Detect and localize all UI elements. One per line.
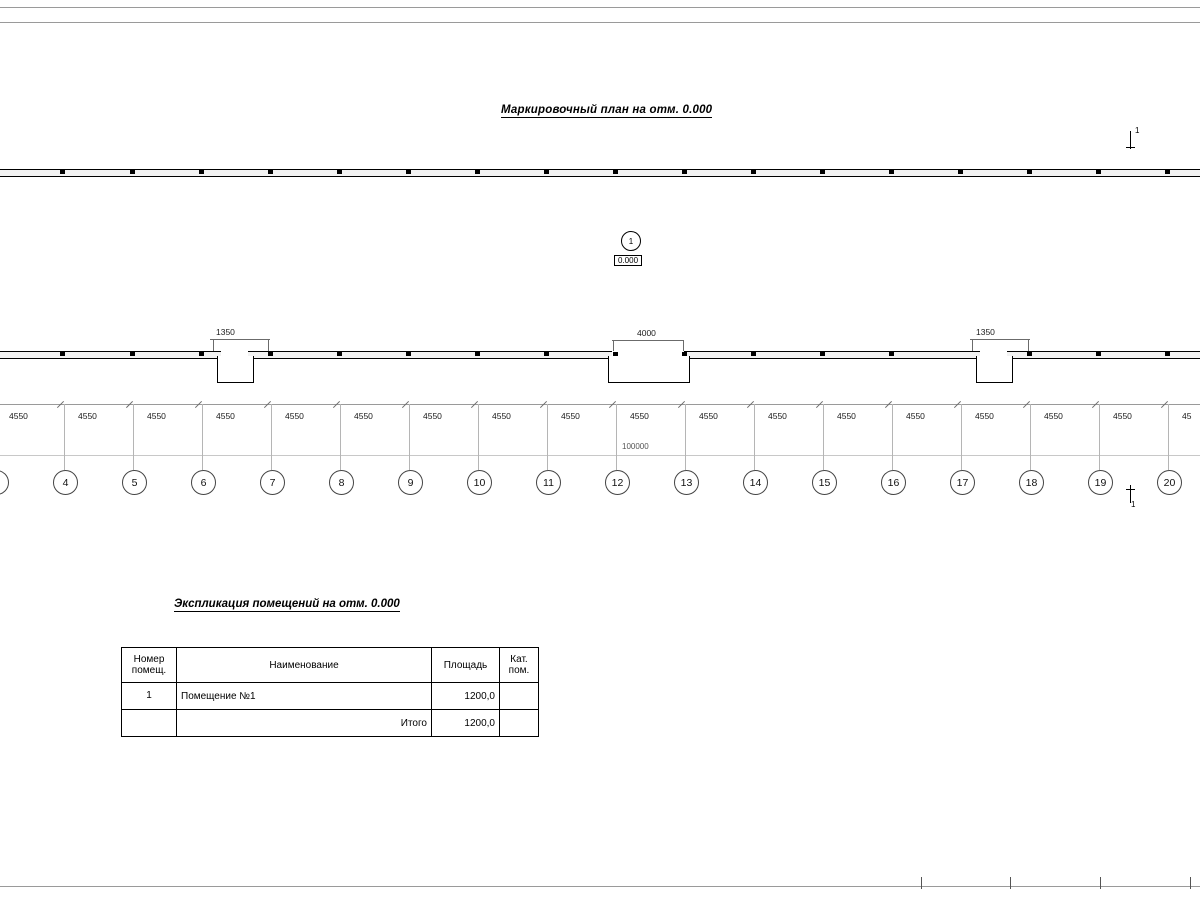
wall-south <box>0 351 1200 359</box>
axis-bubble-11: 11 <box>536 470 561 495</box>
dimension-label: 4550 <box>1044 411 1063 421</box>
wall-north-column <box>475 170 480 174</box>
axis-bubble-16: 16 <box>881 470 906 495</box>
wall-south-column <box>889 352 894 356</box>
wall-north-column <box>1027 170 1032 174</box>
axis-bubble-5: 5 <box>122 470 147 495</box>
dimension-label: 4550 <box>768 411 787 421</box>
wall-north-column <box>60 170 65 174</box>
wall-south-column <box>820 352 825 356</box>
opening-dimension-right: 1350 <box>976 327 995 337</box>
wall-north-column <box>130 170 135 174</box>
wall-south-column <box>337 352 342 356</box>
opening-dimension-left-ext <box>213 339 214 351</box>
axis-stem <box>961 404 962 470</box>
wall-north-column <box>820 170 825 174</box>
axis-bubble-4: 4 <box>53 470 78 495</box>
sheet-border-top-inner <box>0 22 1200 23</box>
overall-dimension-label: 100000 <box>622 442 649 451</box>
axis-bubble-18: 18 <box>1019 470 1044 495</box>
axis-stem <box>202 404 203 470</box>
overall-dimension-line <box>0 455 1200 456</box>
opening-dimension-right-ext <box>1028 339 1029 351</box>
section-cut-bottom-bar <box>1126 489 1135 490</box>
plan-title: Маркировочный план на отм. 0.000 <box>501 104 713 116</box>
axis-bubble-14: 14 <box>743 470 768 495</box>
section-cut-top-bar <box>1126 147 1135 148</box>
frame-tick <box>1010 877 1011 889</box>
opening-dimension-middle-ext <box>613 340 614 351</box>
axis-bubble-20: 20 <box>1157 470 1182 495</box>
axis-stem <box>1099 404 1100 470</box>
cell-room-category <box>500 683 539 710</box>
door-opening-left <box>217 356 254 383</box>
cell-total-area: 1200,0 <box>432 710 500 737</box>
header-number-line1: Номер <box>133 653 165 665</box>
frame-tick <box>921 877 922 889</box>
dimension-label: 4550 <box>837 411 856 421</box>
cell-total-spacer <box>122 710 177 737</box>
axis-bubble-6: 6 <box>191 470 216 495</box>
section-cut-top-label: 1 <box>1135 126 1140 135</box>
wall-north <box>0 169 1200 177</box>
dimension-label: 4550 <box>78 411 97 421</box>
axis-bubble-19: 19 <box>1088 470 1113 495</box>
axis-bubble-15: 15 <box>812 470 837 495</box>
wall-south-column <box>1165 352 1170 356</box>
axis-stem <box>271 404 272 470</box>
frame-tick <box>1100 877 1101 889</box>
opening-dimension-left-line <box>210 339 270 340</box>
cell-total-label: Итого <box>177 710 432 737</box>
axis-stem <box>340 404 341 470</box>
wall-north-column <box>613 170 618 174</box>
axis-bubble-7: 7 <box>260 470 285 495</box>
sheet-border-bottom <box>0 886 1200 887</box>
axis-bubble-9: 9 <box>398 470 423 495</box>
door-opening-right <box>976 356 1013 383</box>
dimension-label: 4550 <box>906 411 925 421</box>
table-header-row <box>122 648 539 683</box>
sheet-border-top-outer <box>0 7 1200 8</box>
axis-bubble-13: 13 <box>674 470 699 495</box>
axis-stem <box>754 404 755 470</box>
wall-north-column <box>889 170 894 174</box>
dimension-label: 4550 <box>285 411 304 421</box>
room-level-marker: 0.000 <box>614 255 642 266</box>
wall-north-column <box>958 170 963 174</box>
opening-dimension-left-ext <box>268 339 269 351</box>
cell-total-category <box>500 710 539 737</box>
wall-north-column <box>1165 170 1170 174</box>
wall-north-column <box>268 170 273 174</box>
frame-tick <box>1190 877 1191 889</box>
opening-dimension-middle: 4000 <box>637 328 656 338</box>
axis-stem <box>892 404 893 470</box>
axis-bubble-12: 12 <box>605 470 630 495</box>
wall-south-column <box>60 352 65 356</box>
door-opening-middle <box>608 356 690 383</box>
wall-south-column <box>613 352 618 356</box>
wall-south-column <box>1027 352 1032 356</box>
wall-south-column <box>268 352 273 356</box>
dimension-label: 4550 <box>354 411 373 421</box>
room-number-marker: 1 <box>621 231 641 251</box>
dimension-label: 4550 <box>9 411 28 421</box>
explication-table <box>121 647 539 737</box>
explication-title: Экспликация помещений на отм. 0.000 <box>174 598 400 610</box>
wall-north-column <box>406 170 411 174</box>
cell-room-area: 1200,0 <box>432 683 500 710</box>
dimension-chain-line <box>0 404 1200 405</box>
dimension-label: 4550 <box>423 411 442 421</box>
axis-bubble-17: 17 <box>950 470 975 495</box>
wall-south-column <box>1096 352 1101 356</box>
header-area: Площадь <box>432 648 500 683</box>
header-category-line1: Кат. <box>510 653 528 665</box>
wall-north-column <box>751 170 756 174</box>
opening-dimension-middle-line <box>612 340 684 341</box>
axis-stem <box>823 404 824 470</box>
axis-bubble-8: 8 <box>329 470 354 495</box>
axis-stem <box>478 404 479 470</box>
wall-south-column <box>544 352 549 356</box>
dimension-label: 4550 <box>492 411 511 421</box>
dimension-label: 4550 <box>147 411 166 421</box>
dimension-label: 4550 <box>699 411 718 421</box>
table-row <box>122 683 539 710</box>
header-category <box>500 648 539 683</box>
axis-stem <box>409 404 410 470</box>
axis-stem <box>1168 404 1169 470</box>
wall-south-column <box>751 352 756 356</box>
axis-stem <box>685 404 686 470</box>
axis-stem <box>133 404 134 470</box>
header-name: Наименование <box>177 648 432 683</box>
header-number <box>122 648 177 683</box>
axis-stem <box>547 404 548 470</box>
dimension-label: 45 <box>1182 411 1192 421</box>
wall-north-column <box>682 170 687 174</box>
wall-south-column <box>406 352 411 356</box>
wall-north-column <box>544 170 549 174</box>
wall-south-column <box>475 352 480 356</box>
axis-stem <box>616 404 617 470</box>
wall-north-column <box>337 170 342 174</box>
wall-north-column <box>199 170 204 174</box>
opening-dimension-right-line <box>970 339 1030 340</box>
dimension-label: 4550 <box>1113 411 1132 421</box>
dimension-label: 4550 <box>216 411 235 421</box>
axis-bubble-10: 10 <box>467 470 492 495</box>
axis-stem <box>64 404 65 470</box>
dimension-label: 4550 <box>975 411 994 421</box>
header-category-line2: пом. <box>508 665 530 676</box>
table-total-row <box>122 710 539 737</box>
wall-north-column <box>1096 170 1101 174</box>
wall-south-column <box>130 352 135 356</box>
wall-south-column <box>682 352 687 356</box>
dimension-label: 4550 <box>561 411 580 421</box>
axis-bubble-partial <box>0 470 9 495</box>
cell-room-number: 1 <box>122 683 177 710</box>
wall-south-column <box>199 352 204 356</box>
opening-dimension-left: 1350 <box>216 327 235 337</box>
axis-stem <box>1030 404 1031 470</box>
dimension-label: 4550 <box>630 411 649 421</box>
cell-room-name: Помещение №1 <box>177 683 432 710</box>
section-cut-bottom-label: 1 <box>1131 500 1136 509</box>
opening-dimension-middle-ext <box>683 340 684 351</box>
opening-dimension-right-ext <box>972 339 973 351</box>
header-number-line2: помещ. <box>131 665 167 676</box>
